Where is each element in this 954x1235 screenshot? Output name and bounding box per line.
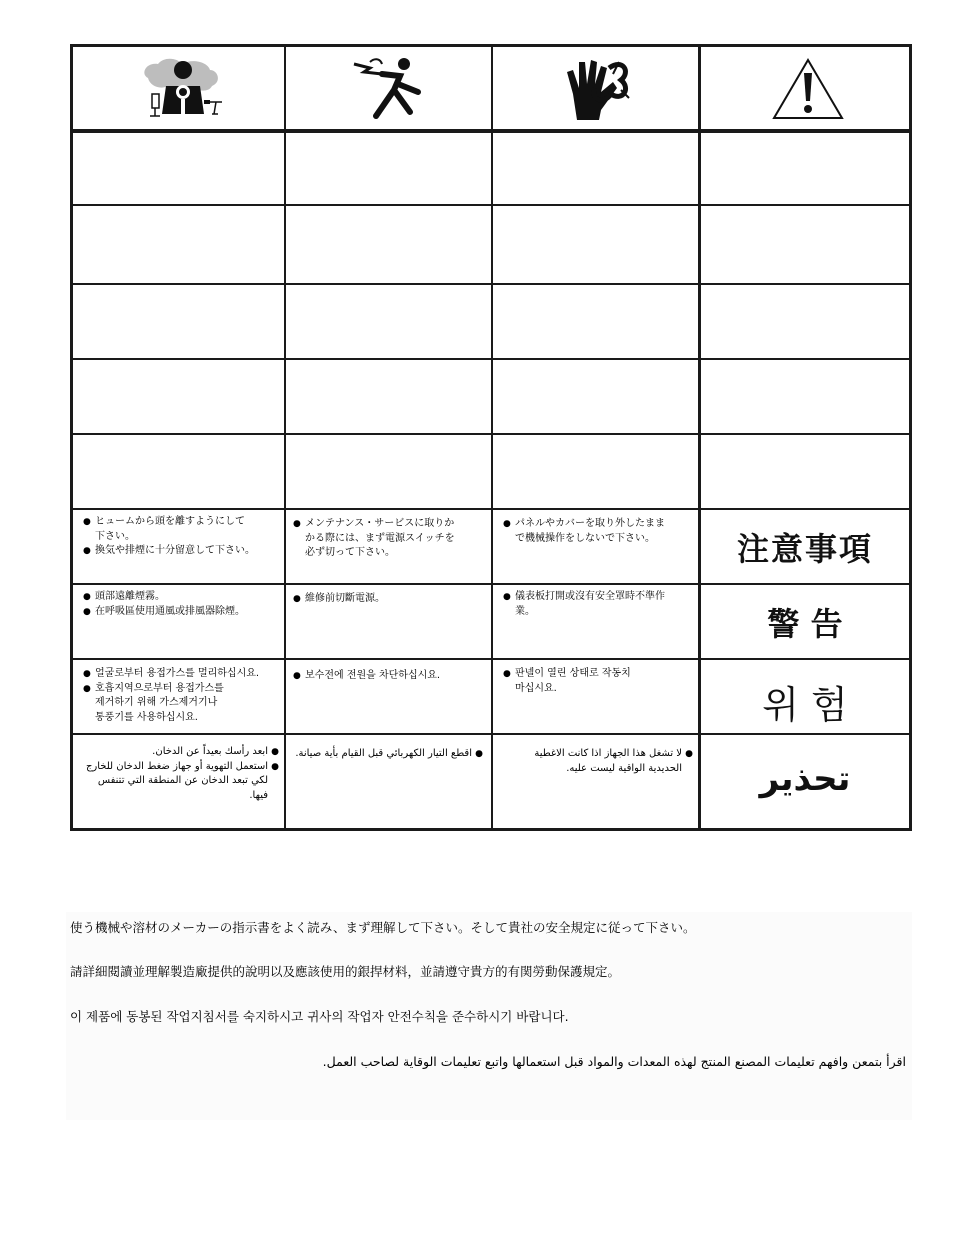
column-divider	[284, 47, 286, 828]
list-item: ● 在呼吸區使用通風或排風器除煙。	[83, 605, 279, 620]
korean-fumes-warning	[83, 667, 283, 725]
list-item: ● ابعد رأسك بعيداً عن الدخان.	[79, 745, 279, 760]
row-divider	[73, 658, 909, 660]
japanese-instruction: 使う機械や溶材のメーカーの指示書をよく読み、まず理解して下さい。そして貴社の安全規定に従って下さい。	[70, 920, 696, 935]
list-item: ● استعمل التهوية أو جهاز ضغط الدخان للخارج لكي تبعد الدخان عن المنطقة التي تتنفس فيها.	[79, 760, 279, 804]
list-item: ● 頭部遠離煙霧。	[83, 590, 279, 605]
row-divider	[73, 283, 909, 285]
list-item: ● ヒュームから頭を離すようにして 下さい。	[83, 515, 279, 544]
list-item: ● 維修前切斷電源。	[293, 592, 483, 607]
chinese-shock-warning	[293, 592, 483, 607]
list-item: ● 호흡지역으로부터 용접가스를 제거하기 위해 가스제거기나 통풍기를 사용하십시요.	[83, 682, 283, 726]
korean-instruction: 이 제품에 동봉된 작업지침서를 숙지하시고 귀사의 작업자 안전수칙을 준수하시기 바랍니다.	[70, 1009, 569, 1024]
list-item: ● 얼굴로부터 용접가스를 멀리하십시요.	[83, 667, 283, 682]
chinese-fumes-warning	[83, 590, 279, 619]
arabic-instruction: اقرأ بتمعن وافهم تعليمات المصنع المنتج لهذه المعدات والمواد قبل استعمالها واتبع تعليمات الوقاية لصاحب العمل.	[322, 1054, 906, 1069]
safety-warning-table	[70, 44, 912, 831]
list-item: ● 換気や排煙に十分留意して下さい。	[83, 544, 279, 559]
chinese-instruction: 請詳細閱讀並理解製造廠提供的說明以及應該使用的銀捍材料，並請遵守貴方的有関勞動保護規定。	[70, 964, 621, 979]
row-divider	[73, 433, 909, 435]
arabic-shock-warning	[287, 747, 483, 762]
header-divider	[73, 129, 909, 133]
korean-parts-warning	[503, 667, 693, 696]
electric-shock-icon	[323, 53, 453, 125]
japanese-shock-warning	[293, 517, 483, 561]
moving-parts-hand-icon	[533, 53, 663, 125]
column-divider	[491, 47, 493, 828]
row-divider	[73, 204, 909, 206]
list-item: ● 판넬이 열린 상태로 작동치 마십시요.	[503, 667, 693, 696]
list-item: ● 儀表板打開或沒有安全罩時不準作 業。	[503, 590, 693, 619]
arabic-parts-warning	[503, 747, 693, 776]
row-divider	[73, 358, 909, 360]
list-item: ● メンテナンス・サービスに取りか かる際には、まず電源スイッチを 必ず切って下さい。	[293, 517, 483, 561]
chinese-parts-warning	[503, 590, 693, 619]
korean-warning-label: 위 험	[762, 682, 848, 727]
row-divider	[73, 583, 909, 585]
japanese-warning-label: 注意事項	[736, 530, 873, 568]
japanese-fumes-warning	[83, 515, 279, 559]
instructions-footer	[66, 912, 912, 1120]
row-divider	[73, 508, 909, 510]
korean-shock-warning	[293, 669, 483, 684]
arabic-fumes-warning	[79, 745, 279, 803]
fumes-breathing-icon	[133, 55, 233, 123]
list-item: ● パネルやカバーを取り外したまま で機械操作をしないで下さい。	[503, 517, 693, 546]
list-item: ● اقطع التيار الكهربائي قبل القيام بأية صيانة.	[287, 747, 483, 762]
arabic-warning-label: تحذير	[759, 759, 851, 799]
chinese-warning-label: 警 告	[767, 605, 843, 643]
list-item: ● 보수전에 전원을 차단하십시요.	[293, 669, 483, 684]
list-item: ● لا تشغل هذا الجهاز اذا كانت الاغطية الحديدية الواقية ليست عليه.	[503, 747, 693, 776]
warning-triangle-icon	[753, 53, 863, 125]
japanese-parts-warning	[503, 517, 693, 546]
